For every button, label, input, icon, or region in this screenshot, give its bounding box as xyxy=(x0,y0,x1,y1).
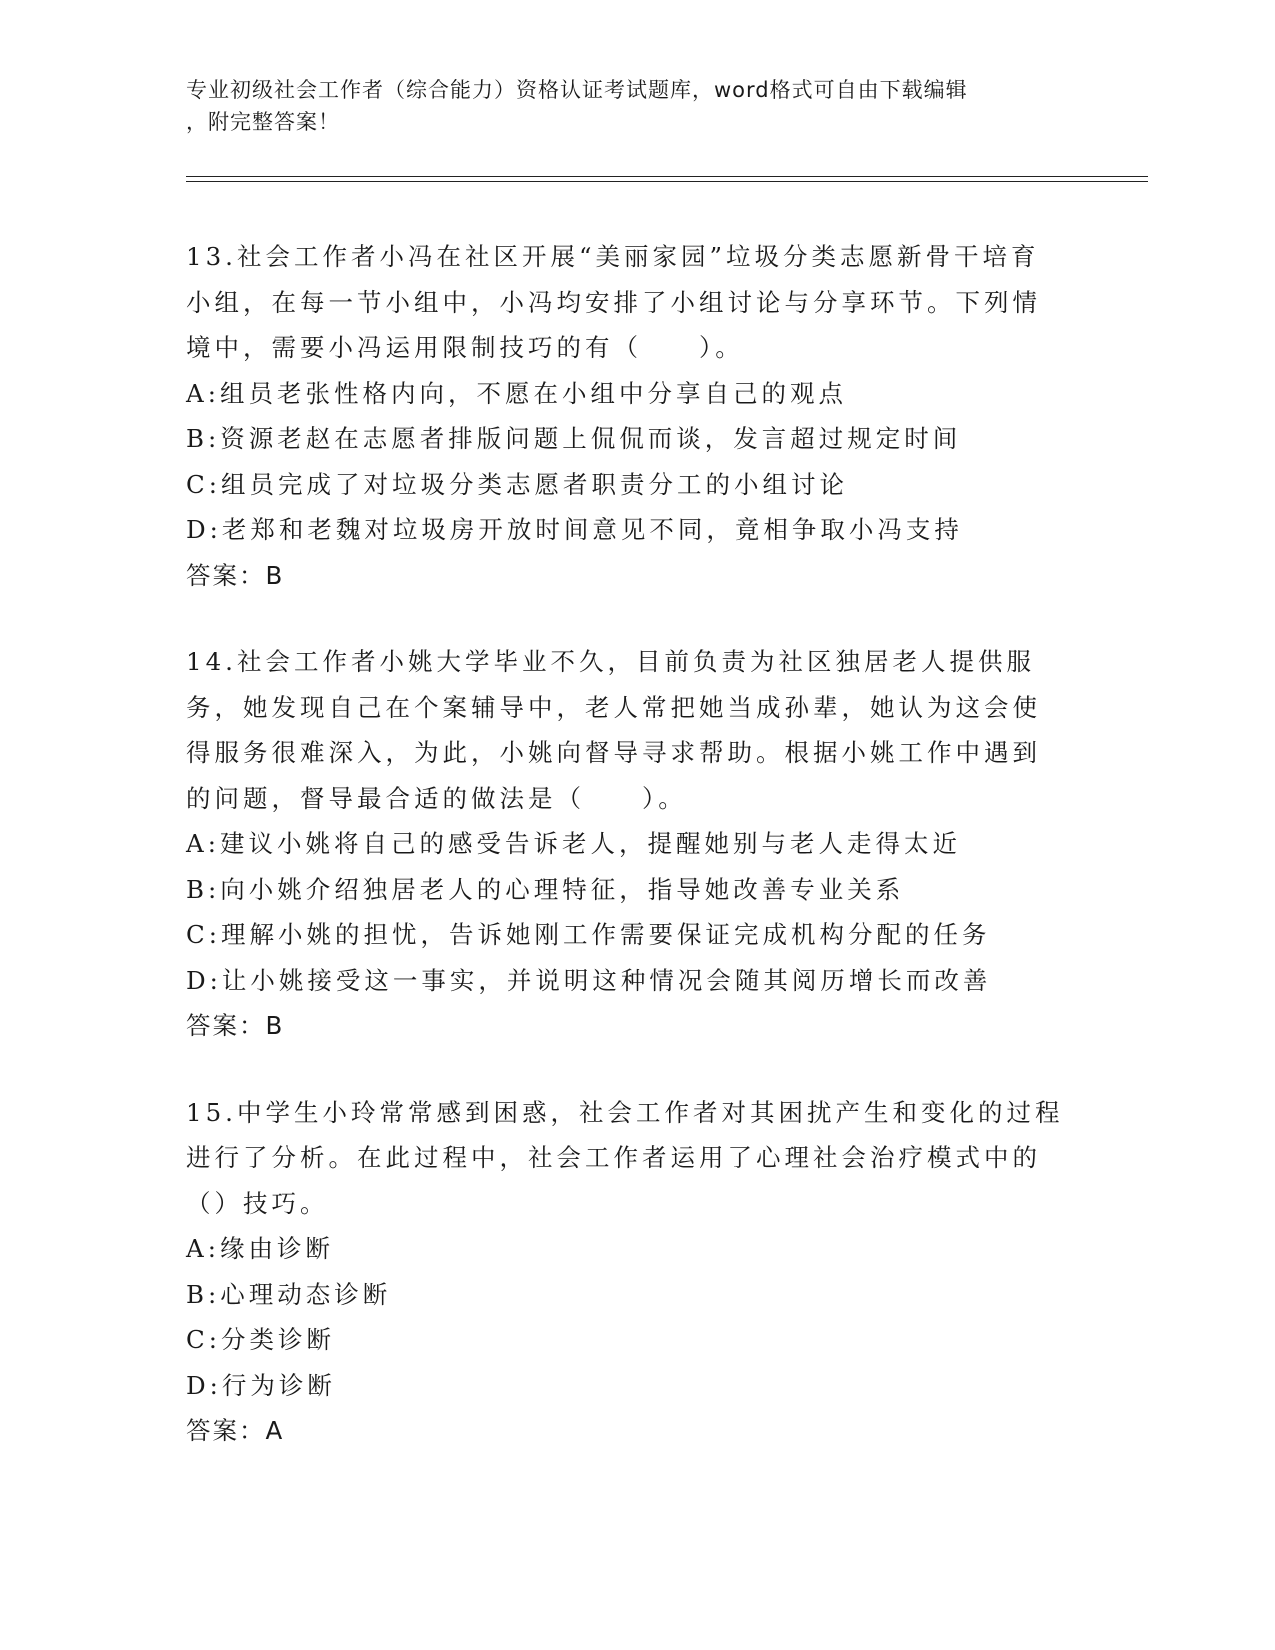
answer: 答案：B xyxy=(186,1011,285,1040)
option-b: B:心理动态诊断 xyxy=(186,1279,392,1309)
option-d: D:老郑和老魏对垃圾房开放时间意见不同，竟相争取小冯支持 xyxy=(186,515,963,544)
option-b: B:向小姚介绍独居老人的心理特征，指导她改善专业关系 xyxy=(186,874,905,904)
page-header xyxy=(186,74,1066,138)
option-a: A:组员老张性格内向，不愿在小组中分享自己的观点 xyxy=(186,378,847,408)
option-d: D:行为诊断 xyxy=(186,1370,336,1400)
option-c: C:理解小姚的担忧，告诉她刚工作需要保证完成机构分配的任务 xyxy=(186,920,991,949)
question-stem: 14.社会工作者小姚大学毕业不久，目前负责为社区独居老人提供服务，她发现自己在个案辅导中，老人常把她当成孙辈，她认为这会使得服务很难深入，为此，小姚向督导寻求帮助。根据小姚工作中遇到的问题，督导最合适的做法是（ ）。 xyxy=(186,647,1041,813)
header-line-1: 专业初级社会工作者（综合能力）资格认证考试题库，word格式可自由下载编辑 xyxy=(186,78,968,102)
answer: 答案：B xyxy=(186,560,285,590)
header-rule-top xyxy=(186,176,1148,177)
option-b: B:资源老赵在志愿者排版问题上侃侃而谈，发言超过规定时间 xyxy=(186,424,962,453)
option-d: D:让小姚接受这一事实，并说明这种情况会随其阅历增长而改善 xyxy=(186,965,992,995)
option-a: A:建议小姚将自己的感受告诉老人，提醒她别与老人走得太近 xyxy=(186,829,961,858)
question-list xyxy=(186,234,1086,1495)
option-c: C:分类诊断 xyxy=(186,1325,335,1354)
header-line-2: ，附完整答案！ xyxy=(186,110,340,134)
question-15 xyxy=(186,1090,1086,1454)
header-rule-bottom xyxy=(186,181,1148,182)
question-14 xyxy=(186,639,1086,1049)
answer: 答案：A xyxy=(186,1416,285,1445)
option-a: A:缘由诊断 xyxy=(186,1234,334,1263)
question-stem: 13.社会工作者小冯在社区开展“美丽家园”垃圾分类志愿新骨干培育小组，在每一节小组中，小冯均安排了小组讨论与分享环节。下列情境中，需要小冯运用限制技巧的有（ ）。 xyxy=(186,242,1041,362)
question-13 xyxy=(186,234,1086,598)
option-c: C:组员完成了对垃圾分类志愿者职责分工的小组讨论 xyxy=(186,469,848,499)
question-stem: 15.中学生小玲常常感到困惑，社会工作者对其困扰产生和变化的过程进行了分析。在此过程中，社会工作者运用了心理社会治疗模式中的（）技巧。 xyxy=(186,1097,1064,1218)
